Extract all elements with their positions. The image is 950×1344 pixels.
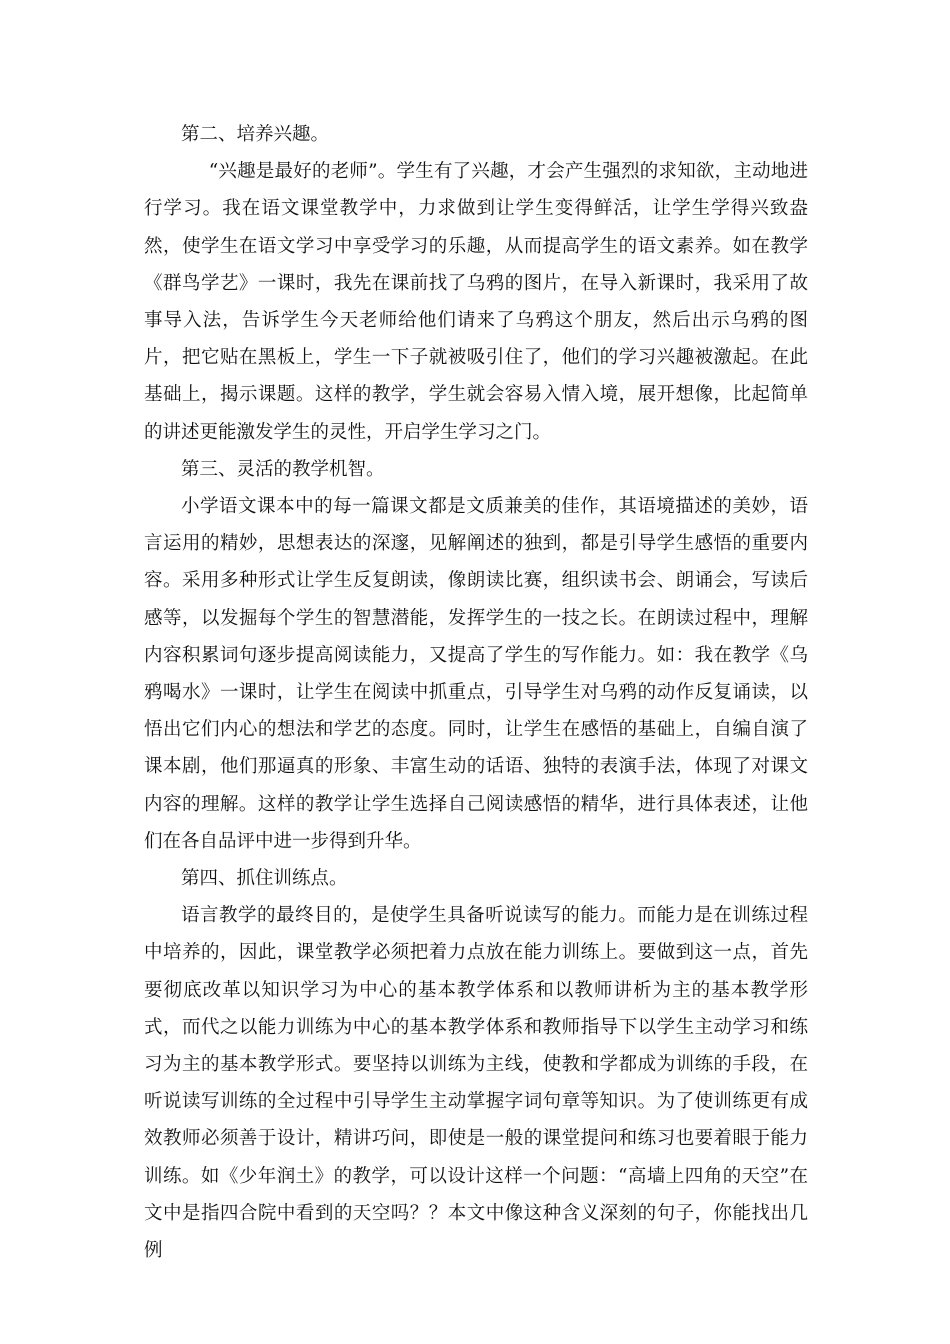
paragraph-interest: “兴趣是最好的老师”。学生有了兴趣，才会产生强烈的求知欲，主动地进行学习。我在语文课堂教学中，力求做到让学生变得鲜活，让学生学得兴致盎然，使学生在语文学习中享受学习的乐趣，从而提高学生的语文素养。如在教学《群鸟学艺》一课时，我先在课前找了乌鸦的图片，在导入新课时，我采用了故事导入法，告诉学生今天老师给他们请来了乌鸦这个朋友，然后出示乌鸦的图片，把它贴在黑板上，学生一下子就被吸引住了，他们的学习兴趣被激起。在此基础上，揭示课题。这样的教学，学生就会容易入情入境，展开想像，比起简单的讲述更能激发学生的灵性，开启学生学习之门。	[144, 161, 808, 443]
section-heading-4: 第四、抓住训练点。	[181, 868, 348, 890]
paragraph-teaching-wit: 小学语文课本中的每一篇课文都是文质兼美的佳作，其语境描述的美妙，语言运用的精妙，思想表达的深邃，见解阐述的独到，都是引导学生感悟的重要内容。采用多种形式让学生反复朗读，像朗读比赛，组织读书会、朗诵会，写读后感等，以发掘每个学生的智慧潜能，发挥学生的一技之长。在朗读过程中，理解内容积累词句逐步提高阅读能力，又提高了学生的写作能力。如：我在教学《乌鸦喝水》一课时，让学生在阅读中抓重点，引导学生对乌鸦的动作反复诵读，以悟出它们内心的想法和学艺的态度。同时，让学生在感悟的基础上，自编自演了课本剧，他们那逼真的形象、丰富生动的话语、独特的表演手法，体现了对课文内容的理解。这样的教学让学生选择自己阅读感悟的精华，进行具体表述，让他们在各自品评中进一步得到升华。	[144, 496, 808, 852]
document-body	[144, 116, 808, 1269]
paragraph-training-points: 语言教学的最终目的，是使学生具备听说读写的能力。而能力是在训练过程中培养的，因此，课堂教学必须把着力点放在能力训练上。要做到这一点，首先要彻底改革以知识学习为中心的基本教学体系和以教师讲析为主的基本教学形式，而代之以能力训练为中心的基本教学体系和教师指导下以学生主动学习和练习为主的基本教学形式。要坚持以训练为主线，使教和学都成为训练的手段，在听说读写训练的全过程中引导学生主动掌握字词句章等知识。为了使训练更有成效教师必须善于设计，精讲巧问，即使是一般的课堂提问和练习也要着眼于能力训练。如《少年润土》的教学，可以设计这样一个问题：“高墙上四角的天空”在文中是指四合院中看到的天空吗？？本文中像这种含义深刻的句子，你能找出几例	[144, 905, 808, 1262]
section-heading-2: 第二、培养兴趣。	[181, 124, 330, 145]
section-heading-3: 第三、灵活的教学机智。	[181, 458, 385, 480]
